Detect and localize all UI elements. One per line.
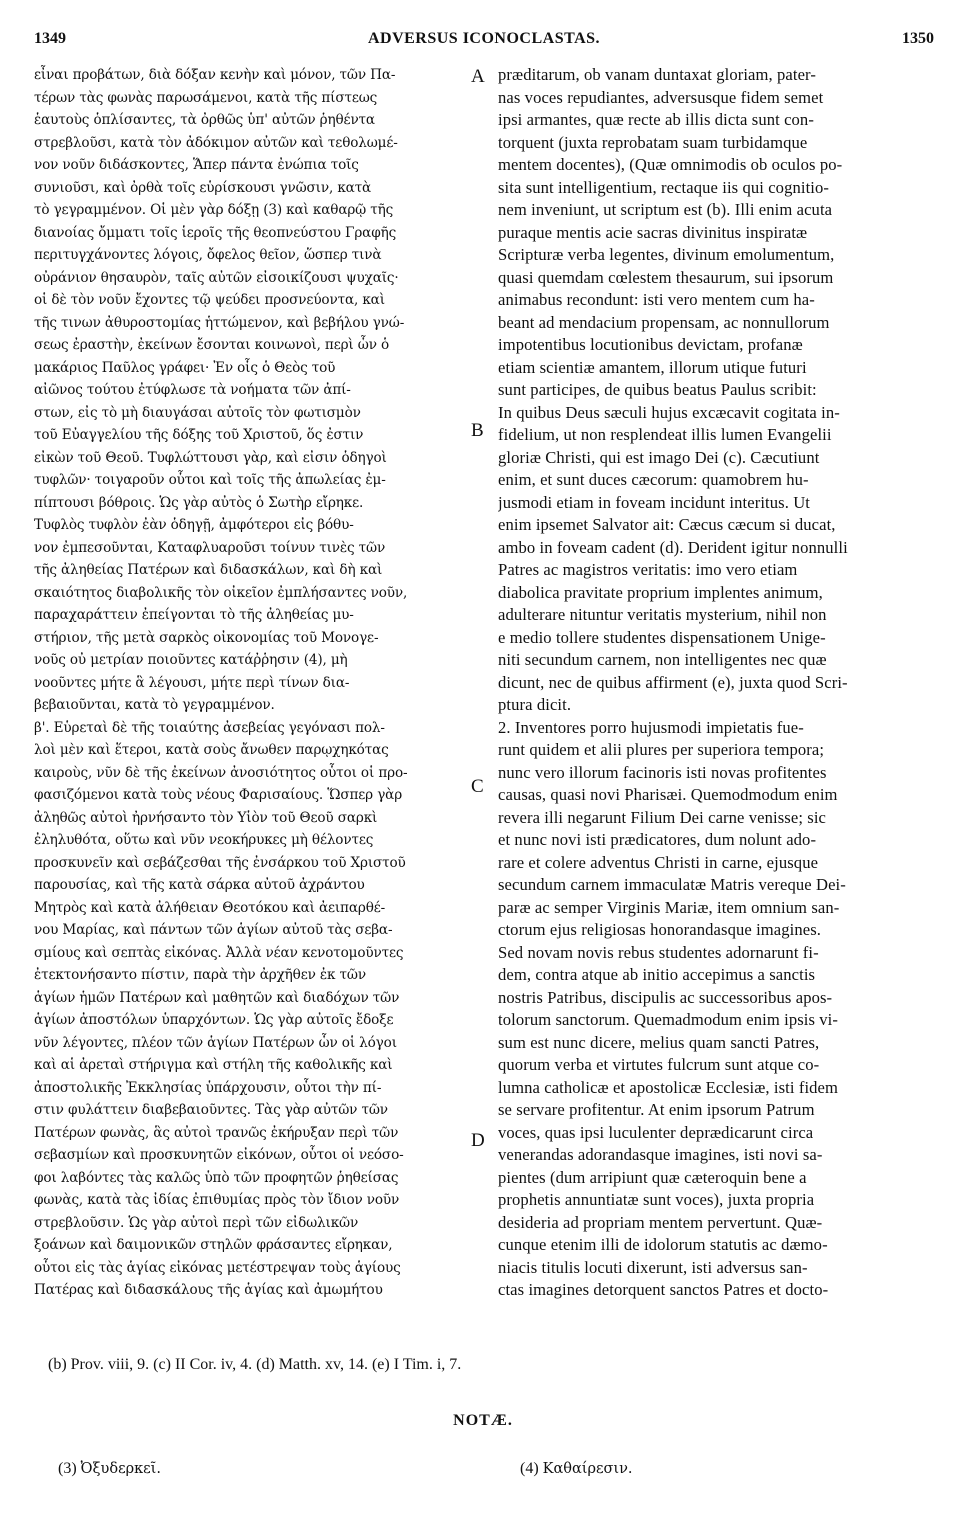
greek-text-line: συνιοῦσι, καὶ ὀρθὰ τοῖς εὑρίσκουσι γνῶσιν, κατὰ [34,179,372,196]
note-4 [520,1460,633,1478]
page-number-right: 1350 [902,30,934,47]
greek-text-line: καὶ αἱ ἀρεταὶ στήριγμα καὶ στήλη τῆς καθολικῆς καὶ [34,1057,393,1073]
latin-text-line: se servare profitentur. At enim ipsorum Patrum [498,1100,815,1119]
latin-text-line: gloriæ Christi, qui est imago Dei (c). Cæcutiunt [498,447,820,467]
note-number: (3) [58,1460,77,1477]
greek-text-line: οἱ δὲ τὸν νοῦν ἔχοντες τῷ ψεύδει προσνεύοντα, καὶ [34,292,385,308]
latin-text-line: beant ad mendacium propensam, ac nonnullorum [498,312,830,332]
latin-text-line: ctas imagines detorquent sanctos Patres et docto- [498,1280,829,1299]
greek-text-line: διανοίας ὄμματι τοῖς ἱεροῖς τῆς θεοπνεύστου Γραφῆς [34,224,397,241]
greek-text-line: λοὶ μὲν καὶ ἕτεροι, κατὰ σοὺς ἄνωθεν παρῳχηκότας [34,742,389,758]
latin-text-line: pientes (dum arripiunt quæ cæteroquin bene a [498,1167,807,1187]
latin-text-line: e medio tollere studentes dispensationem Unige- [498,627,826,647]
latin-text-line: quasi quemdam cœlestem thesaurum, sui ipsorum [498,267,834,287]
greek-text-line: σεβασμίων καὶ προσκυνητῶν εἰκόνων, οὗτοι οἱ νεόσο- [34,1147,404,1163]
greek-text-line: νοῦς οὐ μετρίαν ποιοῦντες κατάῤῥησιν (4), μὴ [34,652,348,668]
greek-text-line: στρεβλοῦσι, κατὰ τὸν ἀδόκιμον αὐτῶν καὶ τεθολωμέ- [34,134,398,151]
greek-text-line: ἁγίων ἡμῶν Πατέρων καὶ μαθητῶν καὶ διαδόχων τῶν [34,989,400,1006]
latin-text-line: sum est nunc dicere, melius quam sancti Patres, [498,1032,820,1052]
latin-text-line: prophetis annuntiatæ sunt voces), juxta propria [498,1190,815,1209]
greek-text-line: στρεβλοῦσιν. Ὡς γὰρ αὐτοὶ περὶ τῶν εἰδωλικῶν [34,1214,359,1231]
latin-text-line: nostris Patribus, discipulis ac successoribus apos- [498,987,833,1007]
greek-text-line: νοοῦντες μήτε ἃ λέγουσι, μήτε περὶ τίνων δια- [34,674,350,691]
footnote-references: (b) Prov. viii, 9. (c) II Cor. iv, 4. (d) Matth. xv, 14. (e) I Tim. i, 7. [48,1356,462,1373]
latin-text-line: etiam scientiæ amantem, illorum utique futuri [498,357,807,377]
greek-text-line: σμίους καὶ σεπτὰς εἰκόνας. Ἀλλὰ νέαν κενοτομοῦντες [34,944,404,961]
latin-text-line: 2. Inventores porro hujusmodi impietatis fue- [498,717,804,737]
latin-text-line: sunt participes, de quibus beatus Paulus scribit: [498,380,817,399]
greek-text-line: νῦν λέγοντες, πλέον τῶν ἁγίων Πατέρων ὧν οἱ λόγοι [34,1034,397,1051]
latin-text-line: lumna catholicæ et apostolicæ Ecclesiæ, isti fidem [498,1077,839,1097]
greek-text-line: ἀληθῶς αὐτοὶ ἠρνήσαντο τὸν Υἱὸν τοῦ Θεοῦ σαρκὶ [34,809,378,826]
page-number-left: 1349 [34,30,66,47]
latin-text-line: voces, quas ipsi luculenter deprædicarunt circa [498,1122,814,1142]
latin-text-line: Sed novam novis rebus studentes adornarunt fi- [498,942,819,962]
latin-text-line: jusmodi etiam in foveam incidunt interitus. Ut [498,492,810,512]
note-text: Καθαίρεσιν. [542,1461,633,1477]
latin-text-line: tolorum sanctorum. Quemadmodum enim ipsis vi- [498,1010,839,1029]
greek-text-line: Τυφλὸς τυφλὸν ἐὰν ὁδηγῇ, ἀμφότεροι εἰς βόθυ- [34,517,354,533]
greek-text-line: παραχαράττειν ἐπείγονται τὸ τῆς ἀληθείας μυ- [34,607,354,623]
latin-text-line: runt quidem et alii plures per superiora tempora; [498,740,825,759]
greek-text-line: εἶναι προβάτων, διὰ δόξαν κενὴν καὶ μόνον, τῶν Πα- [34,67,396,83]
latin-column [498,64,934,1302]
greek-column [34,64,482,1302]
latin-text-line: ipsi armantes, quæ recte ab illis dicta sunt con- [498,110,814,129]
latin-text-line: causas, quasi novi Pharisæi. Quemodmodum enim [498,785,838,804]
section-marker-b: B [471,420,484,441]
greek-text-line: μακάριος Παῦλος γράφει· Ἐν οἷς ὁ Θεὸς τοῦ [34,359,336,376]
greek-text-line: Μητρὸς καὶ κατὰ ἀλήθειαν Θεοτόκου καὶ ἀειπαρθέ- [34,899,386,916]
greek-text-line: στήριον, τῆς μετὰ σαρκὸς οἰκονομίας τοῦ Μονογε- [34,629,379,646]
greek-text-line: στιν φυλάττειν διαβεβαιοῦντες. Τὰς γὰρ αὐτῶν τῶν [34,1102,388,1118]
greek-text-line: ξοάνων καὶ δαιμονικῶν στηλῶν φράσαντες εἴρηκαν, [34,1237,393,1253]
greek-text-line: τῆς ἀληθείας Πατέρων καὶ διδασκάλων, καὶ δὴ καὶ [34,562,383,578]
latin-text-line: In quibus Deus sæculi hujus excæcavit cogitata in- [498,402,840,422]
latin-text-line: animabus recondunt: isti vero mentem cum ha- [498,290,815,309]
latin-text-line: nunc vero illorum facinoris isti novas profitentes [498,762,827,782]
running-header [34,30,934,56]
latin-text-line: ambo in foveam cadent (d). Derident igitur nonnulli [498,537,848,557]
latin-text-line: dicunt, nec de quibus affirment (e), juxta quod Scri- [498,672,848,692]
greek-text-line: σκαιότητος διαβολικῆς τὸν οἰκεῖον ἐμπλήσαντες νοῦν, [34,584,408,601]
greek-text-line: νον ἐμπεσοῦνται, Καταφλυαροῦσι τοίνυν τινὲς τῶν [34,539,386,556]
greek-text-line: Πατέρων φωνὰς, ἃς αὐτοὶ τρανῶς ἐκήρυξαν περὶ τῶν [34,1124,399,1141]
note-text: Ὀξυδερκεῖ. [80,1461,161,1477]
greek-text-line: νον νοῦν διδάσκοντες, Ἅπερ πάντα ἐνώπια τοῖς [34,157,359,173]
greek-text-line: φωνὰς, κατὰ τὰς ἰδίας ἐπιθυμίας πρὸς τὸν ἴδιον νοῦν [34,1192,400,1208]
latin-text-line: niacis titulis locuti dixerunt, isti adversus san- [498,1257,808,1277]
greek-text-line: τέρων τὰς φωνὰς παρωσάμενοι, κατὰ τῆς πίστεως [34,89,378,106]
latin-text-line: Patres ac magistros veritatis: imo vero etiam [498,560,798,579]
latin-text-line: venerandas adorandasque imagines, isti novi sa- [498,1145,823,1164]
latin-text-line: sita sunt intelligentium, rectaque iis qui cognitio- [498,177,830,197]
latin-text-line: enim ipsemet Salvator ait: Cæcus cæcum si ducat, [498,515,836,534]
greek-text-line: περιτυγχάνοντες λόγοις, ὄφελος θεῖον, ὥσπερ τινὰ [34,247,382,263]
greek-text-line: τυφλῶν· τοιγαροῦν οὗτοι καὶ τοῖς τῆς ἀπωλείας ἐμ- [34,472,386,488]
latin-text-line: ptura dicit. [498,695,572,714]
latin-text-line: diabolica pravitate proprium implentes animum, [498,582,823,602]
greek-text-line: καιροὺς, νῦν δὲ τῆς ἐκείνων ἀνοσιότητος οὗτοι οἱ προ- [34,764,408,781]
latin-text-line: quorum verba et virtutes fulcrum sunt atque co- [498,1055,820,1074]
latin-text-line: ctorum ejus religiosas honorandasque imagines. [498,920,822,939]
latin-text-line: nem inveniunt, ut scriptum est (b). Illi enim acuta [498,200,833,219]
latin-text-line: nas voces repudiantes, adversusque fidem semet [498,87,824,107]
greek-text-line: εἰκὼν τοῦ Θεοῦ. Τυφλώττουσι γὰρ, καὶ εἰσιν ὁδηγοὶ [34,449,387,466]
note-3 [58,1460,161,1478]
greek-text-line: ἐτεκτονήσαντο πίστιν, παρὰ τὴν ἀρχῆθεν ἐκ τῶν [34,967,366,983]
running-title: ADVERSUS ICONOCLASTAS. [367,30,601,47]
latin-text-line: impotentibus locutionibus devictam, profanæ [498,335,803,354]
greek-text-line: φασιζόμενοι κατὰ τοὺς νέους Φαρισαίους. Ὥσπερ γὰρ [34,787,403,803]
latin-text-line: enim, et sunt duces cæcorum: quamobrem hu- [498,470,809,489]
latin-text-line: et nunc novi isti prædicatores, dum nolunt ado- [498,830,817,849]
latin-text-line: revera illi negarunt Filium Dei carne venisse; sic [498,807,827,827]
greek-text-line: ἁγίων ἀποστόλων ὑπαρχόντων. Ὡς γὰρ αὐτοῖς ἔδοξε [34,1012,394,1028]
greek-text-line: στων, εἰς τὸ μὴ διαυγάσαι αὐτοῖς τὸν φωτισμὸν [34,404,361,421]
latin-text-line: desideria ad propriam mentem pervertunt. Quæ- [498,1212,823,1232]
greek-text-line: πίπτουσι βόθροις. Ὡς γὰρ αὐτὸς ὁ Σωτὴρ εἴρηκε. [34,494,364,511]
greek-text-line: β'. Εὑρεταὶ δὲ τῆς τοιαύτης ἀσεβείας γεγόνασι πολ- [34,719,385,736]
latin-text-line: Scripturæ verba legentes, divinum emolumentum, [498,245,835,264]
greek-text-line: οὐράνιον θησαυρὸν, ταῖς αὐτῶν εἰσοικίζουσι ψυχαῖς· [34,269,399,286]
greek-text-line: Πατέρας καὶ διδασκάλους τῆς ἁγίας καὶ ἀμωμήτου [34,1282,383,1298]
latin-text-line: paræ ac semper Virginis Mariæ, item omnium san- [498,897,840,917]
latin-text-line: torquent (juxta reprobatam suam turbidamque [498,132,808,152]
greek-text-line: προσκυνεῖν καὶ σεβάζεσθαι τῆς ἐνσάρκου τοῦ Χριστοῦ [34,854,406,871]
latin-text-line: niti secundum carnem, non intelligentes nec quæ [498,650,827,669]
greek-text-line: ἑαυτοὺς ὁπλίσαντες, τὰ ὀρθῶς ὑπ' αὐτῶν ῥηθέντα [34,112,375,128]
greek-text-line: ἀποστολικῆς Ἐκκλησίας ὑπάρχουσιν, οὗτοι τὴν πί- [34,1079,382,1096]
note-number: (4) [520,1460,539,1477]
latin-text-line: cunque etenim illi de idolorum statutis ac dæmo- [498,1235,828,1254]
latin-text-line: adulterare nituntur veritatis mysterium, nihil non [498,605,827,624]
latin-text-line: rare et colere adventus Christi in carne, ejusque [498,852,819,872]
greek-text-line: παρουσίας, καὶ τῆς κατὰ σάρκα αὐτοῦ ἀχράντου [34,877,365,893]
latin-text-line: secundum carnem immaculatæ Matris vereque Dei- [498,875,846,894]
greek-text-line: φοι λαβόντες τὰς καλῶς ὑπὸ τῶν προφητῶν ῥηθείσας [34,1169,399,1186]
greek-text-line: οὗτοι εἰς τὰς ἁγίας εἰκόνας μετέστρεψαν τοὺς ἁγίους [34,1259,401,1276]
greek-text-line: βεβαιοῦνται, κατὰ τὸ γεγραμμένον. [34,697,275,713]
greek-text-line: σεως ἐραστὴν, ἐκείνων ἔσονται κοινωνοὶ, περὶ ὧν ὁ [34,337,390,353]
latin-text-line: fidelium, ut non resplendeat illis lumen Evangelii [498,425,832,444]
section-marker-d: D [471,1130,485,1151]
latin-text-line: puraque mentis acie sacras divinitus inspiratæ [498,222,808,242]
greek-text-line: τῆς τινων ἀθυροστομίας ἡττώμενον, καὶ βεβήλου γνώ- [34,314,405,331]
latin-text-line: præditarum, ob vanam duntaxat gloriam, pater- [498,65,816,84]
greek-text-line: αἰῶνος τούτου ἐτύφλωσε τὰ νοήματα τῶν ἀπί- [34,382,351,398]
greek-text-line: ἐληλυθότα, οὕτω καὶ νῦν νεοκήρυκες μὴ θέλοντες [34,832,374,848]
section-marker-a: A [471,66,485,87]
notes-heading: NOTÆ. [453,1412,513,1429]
section-marker-c: C [471,776,484,797]
latin-text-line: mentem docentes), (Quæ omnimodis ob oculos po- [498,155,843,174]
greek-text-line: νου Μαρίας, καὶ πάντων τῶν ἁγίων αὐτοῦ τὰς σεβα- [34,922,393,938]
latin-text-line: dem, contra atque ab initio accepimus a sanctis [498,965,816,984]
greek-text-line: τοῦ Εὐαγγελίου τῆς δόξης τοῦ Χριστοῦ, ὅς ἐστιν [34,427,364,443]
greek-text-line: τὸ γεγραμμένον. Οἱ μὲν γὰρ δόξῃ (3) καὶ καθαρῷ τῆς [34,202,394,218]
